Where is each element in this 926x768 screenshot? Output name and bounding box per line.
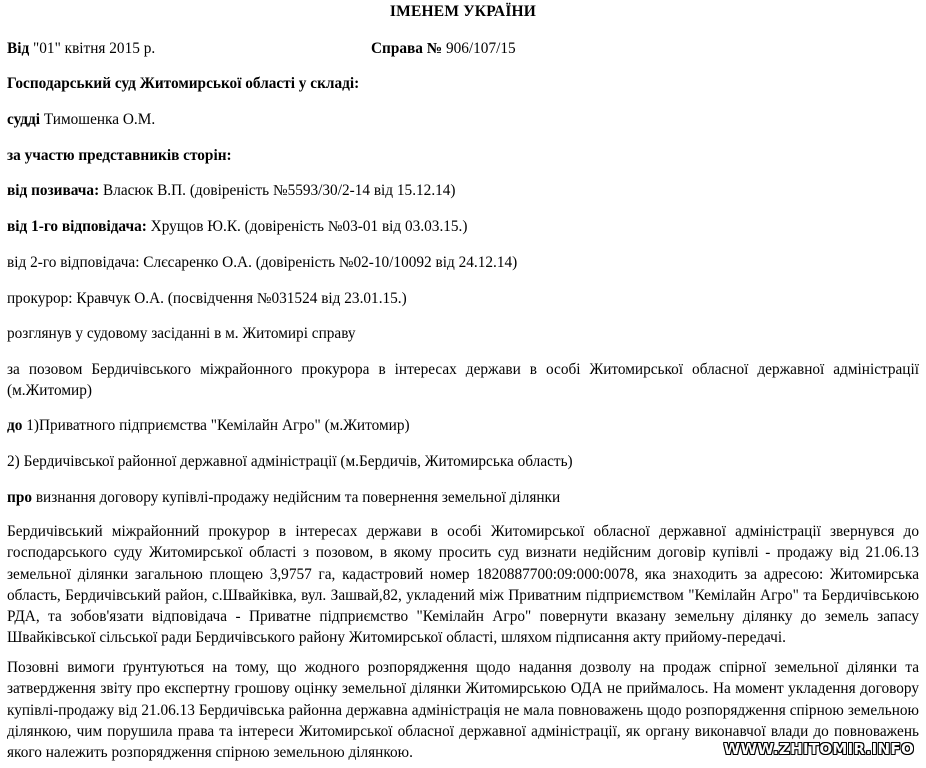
second-defendant-line: 2) Бердичівської районної державної адміністрації (м.Бердичів, Житомирська область): [7, 453, 573, 470]
plaintiff-line: [7, 182, 456, 200]
defendant1-line: [7, 218, 467, 236]
case-number-line: [371, 40, 516, 58]
date-label: Від: [7, 40, 30, 57]
paragraph-1: Бердичівський міжрайонний прокурор в інтересах держави в особі Житомирської обласної державної адміністрації звернувся до господарського суду Житомирської області з позовом, в якому просить суд визнати недійсним договір купівлі - продажу від 21.06.13 земельної ділянки загальною площею 3,9757 га, кадастровий номер 1820887700:09:000:0078, яка знаходить за адресою: Житомирська область, Бердичівський район, с.Швайківка, вул. Зашвай,82, укладений між Приватним підприємством "Кемілайн Агро" та Бердичівською РДА, та зобов'язати відповідача - Приватне підприємство "Кемілайн Агро" повернути вказану земельну ділянку до земель запасу Швайківської сільської ради Бердичівського району Житомирської області, шляхом підписання акту прийому-передачі.: [7, 523, 919, 647]
about-value: визнання договору купівлі-продажу недійсним та повернення земельної ділянки: [35, 489, 561, 506]
defendant1-value: Хрущов Ю.К. (довіреність №03-01 від 03.03.15.): [150, 218, 468, 235]
subject-line: [7, 489, 560, 507]
defendant2-line: від 2-го відповідача: Слєсаренко О.А. (довіреність №02-10/10092 від 24.12.14): [7, 254, 518, 271]
to-label: до: [7, 417, 23, 434]
judge-line: [7, 111, 155, 129]
paragraph-2: Позовні вимоги ґрунтуються на тому, що жодного розпорядження щодо надання дозволу на продаж спірної земельної ділянки та затвердження звіту про експертну грошову оцінку земельної ділянки Житомирською ОДА не приймалось. На момент укладення договору купівлі-продажу від 21.06.13 Бердичівська районна державна адміністрація не мала повноважень щодо розпорядження спірною земельною ділянкою, чим порушила права та інтереси Житомирської обласної державної адміністрації, як органу виконавчої влади до повноважень якого належить розпорядження спірною земельною ділянкою.: [7, 659, 919, 762]
plaintiff-value: Власюк В.П. (довіреність №5593/30/2-14 від 15.12.14): [103, 182, 456, 199]
document-title: ІМЕНЕМ УКРАЇНИ: [389, 3, 537, 20]
court-line: Господарський суд Житомирської області у складі:: [7, 75, 360, 92]
plaintiff-label: від позивача:: [7, 182, 100, 199]
considered-line: розглянув у судовому засіданні в м. Житомирі справу: [7, 325, 356, 342]
site-watermark: WWW.ZHITOMIR.INFO: [723, 740, 914, 758]
judge-value: Тимошенка О.М.: [43, 111, 156, 128]
participation-line: за участю представників сторін:: [7, 147, 232, 164]
defendant1-label: від 1-го відповідача:: [7, 218, 147, 235]
prosecutor-line: прокурор: Кравчук О.А. (посвідчення №031524 від 23.01.15.): [7, 290, 407, 307]
first-defendant-line: [7, 417, 410, 435]
case-value: 906/107/15: [445, 40, 516, 57]
claim-paragraph: за позовом Бердичівського міжрайонного прокурора в інтересах держави в особі Житомирської обласної державної адміністрації (м.Житомир): [7, 361, 919, 400]
to-value: 1)Приватного підприємства "Кемілайн Агро" (м.Житомир): [26, 417, 410, 434]
date-line: [7, 40, 155, 58]
date-value: "01" квітня 2015 р.: [33, 40, 156, 57]
judge-label: судді: [7, 111, 40, 128]
case-label: Справа №: [371, 40, 443, 57]
about-label: про: [7, 489, 32, 506]
